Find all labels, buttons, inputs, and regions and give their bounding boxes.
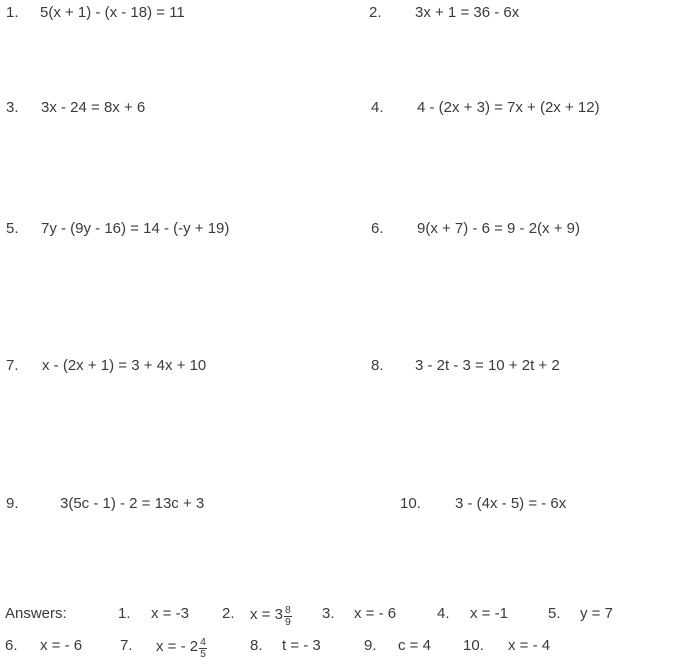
answer-value: t = - 3 (282, 637, 321, 654)
answer-value-text: x = 3 (250, 606, 283, 624)
problem-equation: 7y - (9y - 16) = 14 - (-y + 19) (41, 220, 230, 237)
problem-equation: 3 - (4x - 5) = - 6x (455, 495, 567, 512)
problem-number: 5. (6, 220, 19, 237)
fraction (284, 605, 292, 628)
answer-number: 3. (322, 605, 335, 622)
problem-number: 6. (371, 220, 384, 237)
answer-number: 7. (120, 637, 133, 654)
fraction (199, 637, 207, 660)
problem-number: 8. (371, 357, 384, 374)
answer-value: y = 7 (580, 605, 613, 622)
problem-equation: 3x + 1 = 36 - 6x (415, 4, 520, 21)
answer-value: x = - 6 (40, 637, 83, 654)
problem-equation: x - (2x + 1) = 3 + 4x + 10 (42, 357, 207, 374)
answer-value: x = -3 (151, 605, 189, 622)
problem-number: 3. (6, 99, 19, 116)
answer-number: 6. (5, 637, 18, 654)
answer-number: 9. (364, 637, 377, 654)
answer-value: x = - 6 (354, 605, 397, 622)
answer-value: x = -1 (470, 605, 508, 622)
answer-number: 4. (437, 605, 450, 622)
fraction-numerator: 4 (200, 636, 206, 648)
problem-number: 1. (6, 4, 19, 21)
problem-number: 10. (400, 495, 421, 512)
problem-equation: 3(5c - 1) - 2 = 13c + 3 (60, 495, 205, 512)
fraction-numerator: 8 (284, 604, 291, 616)
problem-equation: 5(x + 1) - (x - 18) = 11 (40, 4, 185, 21)
answer-number: 10. (463, 637, 484, 654)
problem-number: 7. (6, 357, 19, 374)
answer-value (250, 605, 292, 628)
answer-number: 1. (118, 605, 131, 622)
problem-number: 9. (6, 495, 19, 512)
problem-equation: 3 - 2t - 3 = 10 + 2t + 2 (415, 357, 560, 374)
answer-value: c = 4 (398, 637, 431, 654)
answer-value-text: x = - 2 (156, 638, 199, 656)
problem-equation: 3x - 24 = 8x + 6 (41, 99, 146, 116)
problem-equation: 9(x + 7) - 6 = 9 - 2(x + 9) (417, 220, 580, 237)
answer-number: 2. (222, 605, 235, 622)
problem-number: 4. (371, 99, 384, 116)
problem-equation: 4 - (2x + 3) = 7x + (2x + 12) (417, 99, 600, 116)
problem-number: 2. (369, 4, 382, 21)
answer-value: x = - 4 (508, 637, 551, 654)
answers-label: Answers: (5, 605, 67, 622)
answer-number: 5. (548, 605, 561, 622)
answer-value (156, 637, 207, 660)
fraction-denominator: 5 (200, 648, 206, 661)
answer-number: 8. (250, 637, 263, 654)
fraction-denominator: 9 (284, 616, 291, 629)
